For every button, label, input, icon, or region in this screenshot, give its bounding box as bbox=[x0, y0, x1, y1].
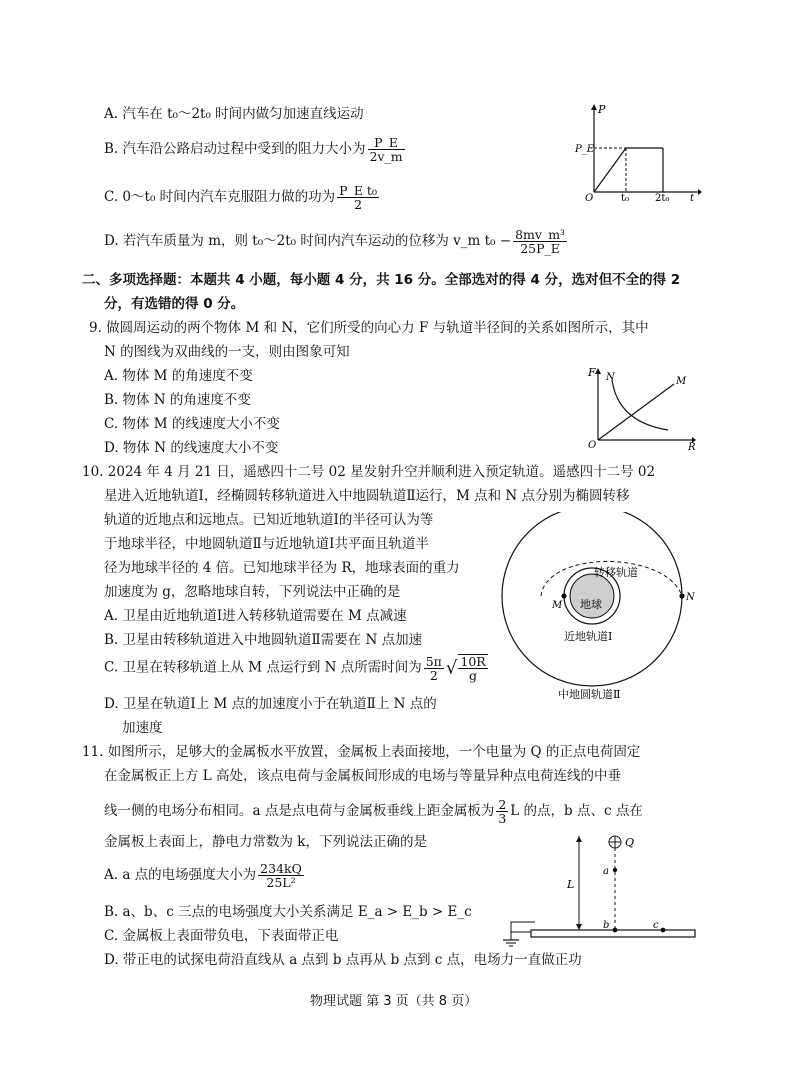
q11-a-numerator: 234kQ bbox=[260, 861, 302, 876]
q11-a-fraction bbox=[258, 862, 304, 889]
q10-c-radicand bbox=[458, 654, 487, 682]
q11-option-c: C. 金属板上表面带负电，下表面带正电 bbox=[104, 928, 339, 944]
q10-stem-1: 10. 2024 年 4 月 21 日，遥感四十二号 02 星发射升空并顺利进入预定轨道。遥感四十二号 02 bbox=[82, 464, 656, 480]
q10-option-d-cont: 加速度 bbox=[122, 720, 163, 736]
q10-option-c bbox=[104, 654, 488, 682]
p-axis-label: P bbox=[598, 103, 606, 116]
q10-option-c-text: C. 卫星在转移轨道上从 M 点运行到 N 点所需时间为 bbox=[104, 659, 422, 676]
earth-label: 地球 bbox=[580, 598, 602, 611]
q9-stem: 9. 做圆周运动的两个物体 M 和 N，它们所受的向心力 F 与轨道半径间的关系如图所示，其中 bbox=[89, 320, 649, 336]
orbit-diagram bbox=[500, 512, 700, 708]
height-arrow-down-icon bbox=[576, 924, 582, 930]
earth bbox=[570, 574, 614, 618]
r-axis-label: R bbox=[688, 442, 696, 453]
page-footer: 物理试题 第 3 页（共 8 页） bbox=[310, 994, 478, 1009]
q11-stem-1: 11. 如图所示，足够大的金属板水平放置，金属板上表面接地，一个电量为 Q 的正点电荷固定 bbox=[82, 744, 641, 760]
q11-stem-3 bbox=[104, 798, 643, 825]
point-b bbox=[613, 928, 618, 933]
q9-option-b: B. 物体 N 的角速度不变 bbox=[104, 392, 251, 408]
n-curve-label: N bbox=[606, 372, 615, 383]
q11-fraction bbox=[496, 798, 508, 825]
q10-c-numerator: 5π bbox=[425, 653, 442, 669]
q10-stem-2: 星进入近地轨道Ⅰ，经椭圆转移轨道进入中地圆轨道Ⅱ运行，M 点和 N 点分别为椭圆转移 bbox=[104, 488, 630, 504]
m-line bbox=[598, 384, 674, 440]
point-a bbox=[613, 868, 617, 872]
q8-option-c-text: C. 0～t₀ 时间内汽车克服阻力做的功为 bbox=[104, 189, 336, 206]
q8-option-d-text: D. 若汽车质量为 m，则 t₀～2t₀ 时间内汽车运动的位移为 v_m t₀ − bbox=[104, 233, 512, 250]
q11-option-b: B. a、b、c 三点的电场强度大小关系满足 E_a > E_b > E_c bbox=[104, 904, 472, 920]
q8-option-c bbox=[104, 184, 381, 211]
q8-c-denominator: 2 bbox=[354, 197, 363, 213]
point-m bbox=[561, 593, 566, 598]
point-c bbox=[661, 928, 666, 933]
power-time-graph bbox=[572, 102, 702, 202]
transfer-orbit-label: 转移轨道 bbox=[594, 566, 638, 579]
q-label: Q bbox=[625, 836, 635, 849]
t0-tick-label: t₀ bbox=[621, 193, 630, 202]
t-axis-arrow-icon bbox=[698, 189, 702, 195]
radical-sign: √ bbox=[445, 657, 458, 679]
n-label: N bbox=[686, 592, 695, 603]
q11-option-d: D. 带正电的试探电荷沿直线从 a 点到 b 点再从 b 点到 c 点，电场力一直做正功 bbox=[104, 952, 582, 968]
q11-stem-3-tail: L 的点，b 点、c 点在 bbox=[510, 803, 643, 820]
q8-option-b-text: B. 汽车沿公路启动过程中受到的阻力大小为 bbox=[104, 141, 366, 158]
2t0-tick-label: 2t₀ bbox=[655, 193, 670, 202]
near-orbit-label: 近地轨道Ⅰ bbox=[564, 630, 613, 643]
m-line-label: M bbox=[676, 376, 687, 387]
p-axis-arrow-icon bbox=[591, 104, 597, 110]
force-radius-graph bbox=[584, 366, 700, 454]
q9-option-d: D. 物体 N 的线速度大小不变 bbox=[104, 440, 279, 456]
q11-a-denominator: 25L² bbox=[266, 875, 296, 891]
l-label: L bbox=[567, 878, 575, 891]
q10-option-d: D. 卫星在轨道Ⅰ上 M 点的加速度小于在轨道Ⅱ上 N 点的 bbox=[104, 696, 437, 712]
q10-c-radicand-numerator: 10R bbox=[460, 654, 486, 669]
height-arrow-up-icon bbox=[576, 836, 582, 842]
q8-d-denominator: 25P_E bbox=[520, 241, 560, 257]
q8-option-d bbox=[104, 228, 569, 255]
q11-numerator: 2 bbox=[498, 797, 507, 812]
q9-stem-cont: N 的图线为双曲线的一支，则由图象可知 bbox=[104, 344, 350, 360]
q11-option-a-text: A. a 点的电场强度大小为 bbox=[104, 867, 257, 884]
q8-b-denominator: 2v_m bbox=[369, 149, 403, 165]
q9-option-c: C. 物体 M 的线速度大小不变 bbox=[104, 416, 280, 432]
q10-stem-5: 径为地球半径的 4 倍。已知地球半径为 R，地球表面的重力 bbox=[104, 560, 460, 576]
q10-stem-6: 加速度为 g，忽略地球自转，下列说法中正确的是 bbox=[104, 584, 401, 600]
q11-stem-2: 在金属板正上方 L 高处，该点电荷与金属板间形成的电场与等量异种点电荷连线的中垂 bbox=[104, 768, 622, 784]
m-label: M bbox=[552, 600, 563, 611]
f-axis-label: F bbox=[588, 366, 596, 379]
n-hyperbola bbox=[612, 380, 668, 430]
q10-stem-3: 轨道的近地点和远地点。已知近地轨道Ⅰ的半径可认为等 bbox=[104, 512, 434, 528]
q11-stem-4: 金属板上表面上，静电力常数为 k，下列说法正确的是 bbox=[104, 834, 427, 850]
point-n bbox=[679, 593, 684, 598]
b-label: b bbox=[603, 920, 610, 931]
section-2-heading-cont: 分，有选错的得 0 分。 bbox=[104, 296, 245, 312]
q10-option-b: B. 卫星由转移轨道进入中地圆轨道Ⅱ需要在 N 点加速 bbox=[104, 632, 423, 648]
q10-option-a: A. 卫星由近地轨道Ⅰ进入转移轨道需要在 M 点减速 bbox=[104, 608, 407, 624]
q10-stem-4: 于地球半径，中地圆轨道Ⅱ与近地轨道Ⅰ共平面且轨道半 bbox=[104, 536, 430, 552]
q8-option-d-fraction bbox=[513, 228, 567, 255]
q10-c-radicand-denominator: g bbox=[469, 668, 478, 684]
q8-option-b bbox=[104, 136, 407, 163]
q8-d-numerator: 8mv_m³ bbox=[515, 227, 566, 242]
middle-orbit-label: 中地圆轨道Ⅱ bbox=[558, 688, 621, 701]
origin-label: O bbox=[588, 440, 597, 451]
q8-option-b-fraction bbox=[368, 136, 405, 163]
section-2-heading: 二、多项选择题：本题共 4 小题，每小题 4 分，共 16 分。全部选对的得 4 分，选对但不全的得 2 bbox=[82, 272, 681, 288]
q11-denominator: 3 bbox=[498, 811, 507, 827]
f-axis-arrow-icon bbox=[595, 368, 601, 374]
ramp-line bbox=[594, 148, 626, 192]
pe-tick-label: P_E bbox=[575, 144, 595, 155]
q8-b-numerator: P_E bbox=[368, 136, 405, 150]
origin-label: O bbox=[585, 193, 594, 202]
q8-c-numerator: P_E t₀ bbox=[339, 183, 377, 198]
q10-c-fraction bbox=[424, 655, 444, 682]
q8-option-a: A. 汽车在 t₀～2t₀ 时间内做匀加速直线运动 bbox=[104, 106, 364, 122]
q10-c-denominator: 2 bbox=[429, 667, 438, 683]
q11-option-a bbox=[104, 862, 306, 889]
a-label: a bbox=[603, 866, 609, 877]
q8-option-c-fraction bbox=[337, 184, 379, 211]
t-axis-label: t bbox=[690, 193, 695, 202]
field-diagram bbox=[495, 830, 700, 952]
q9-option-a: A. 物体 M 的角速度不变 bbox=[104, 368, 253, 384]
q11-stem-3-text: 线一侧的电场分布相同。a 点是点电荷与金属板垂线上距金属板为 bbox=[104, 803, 495, 820]
c-label: c bbox=[653, 920, 659, 931]
